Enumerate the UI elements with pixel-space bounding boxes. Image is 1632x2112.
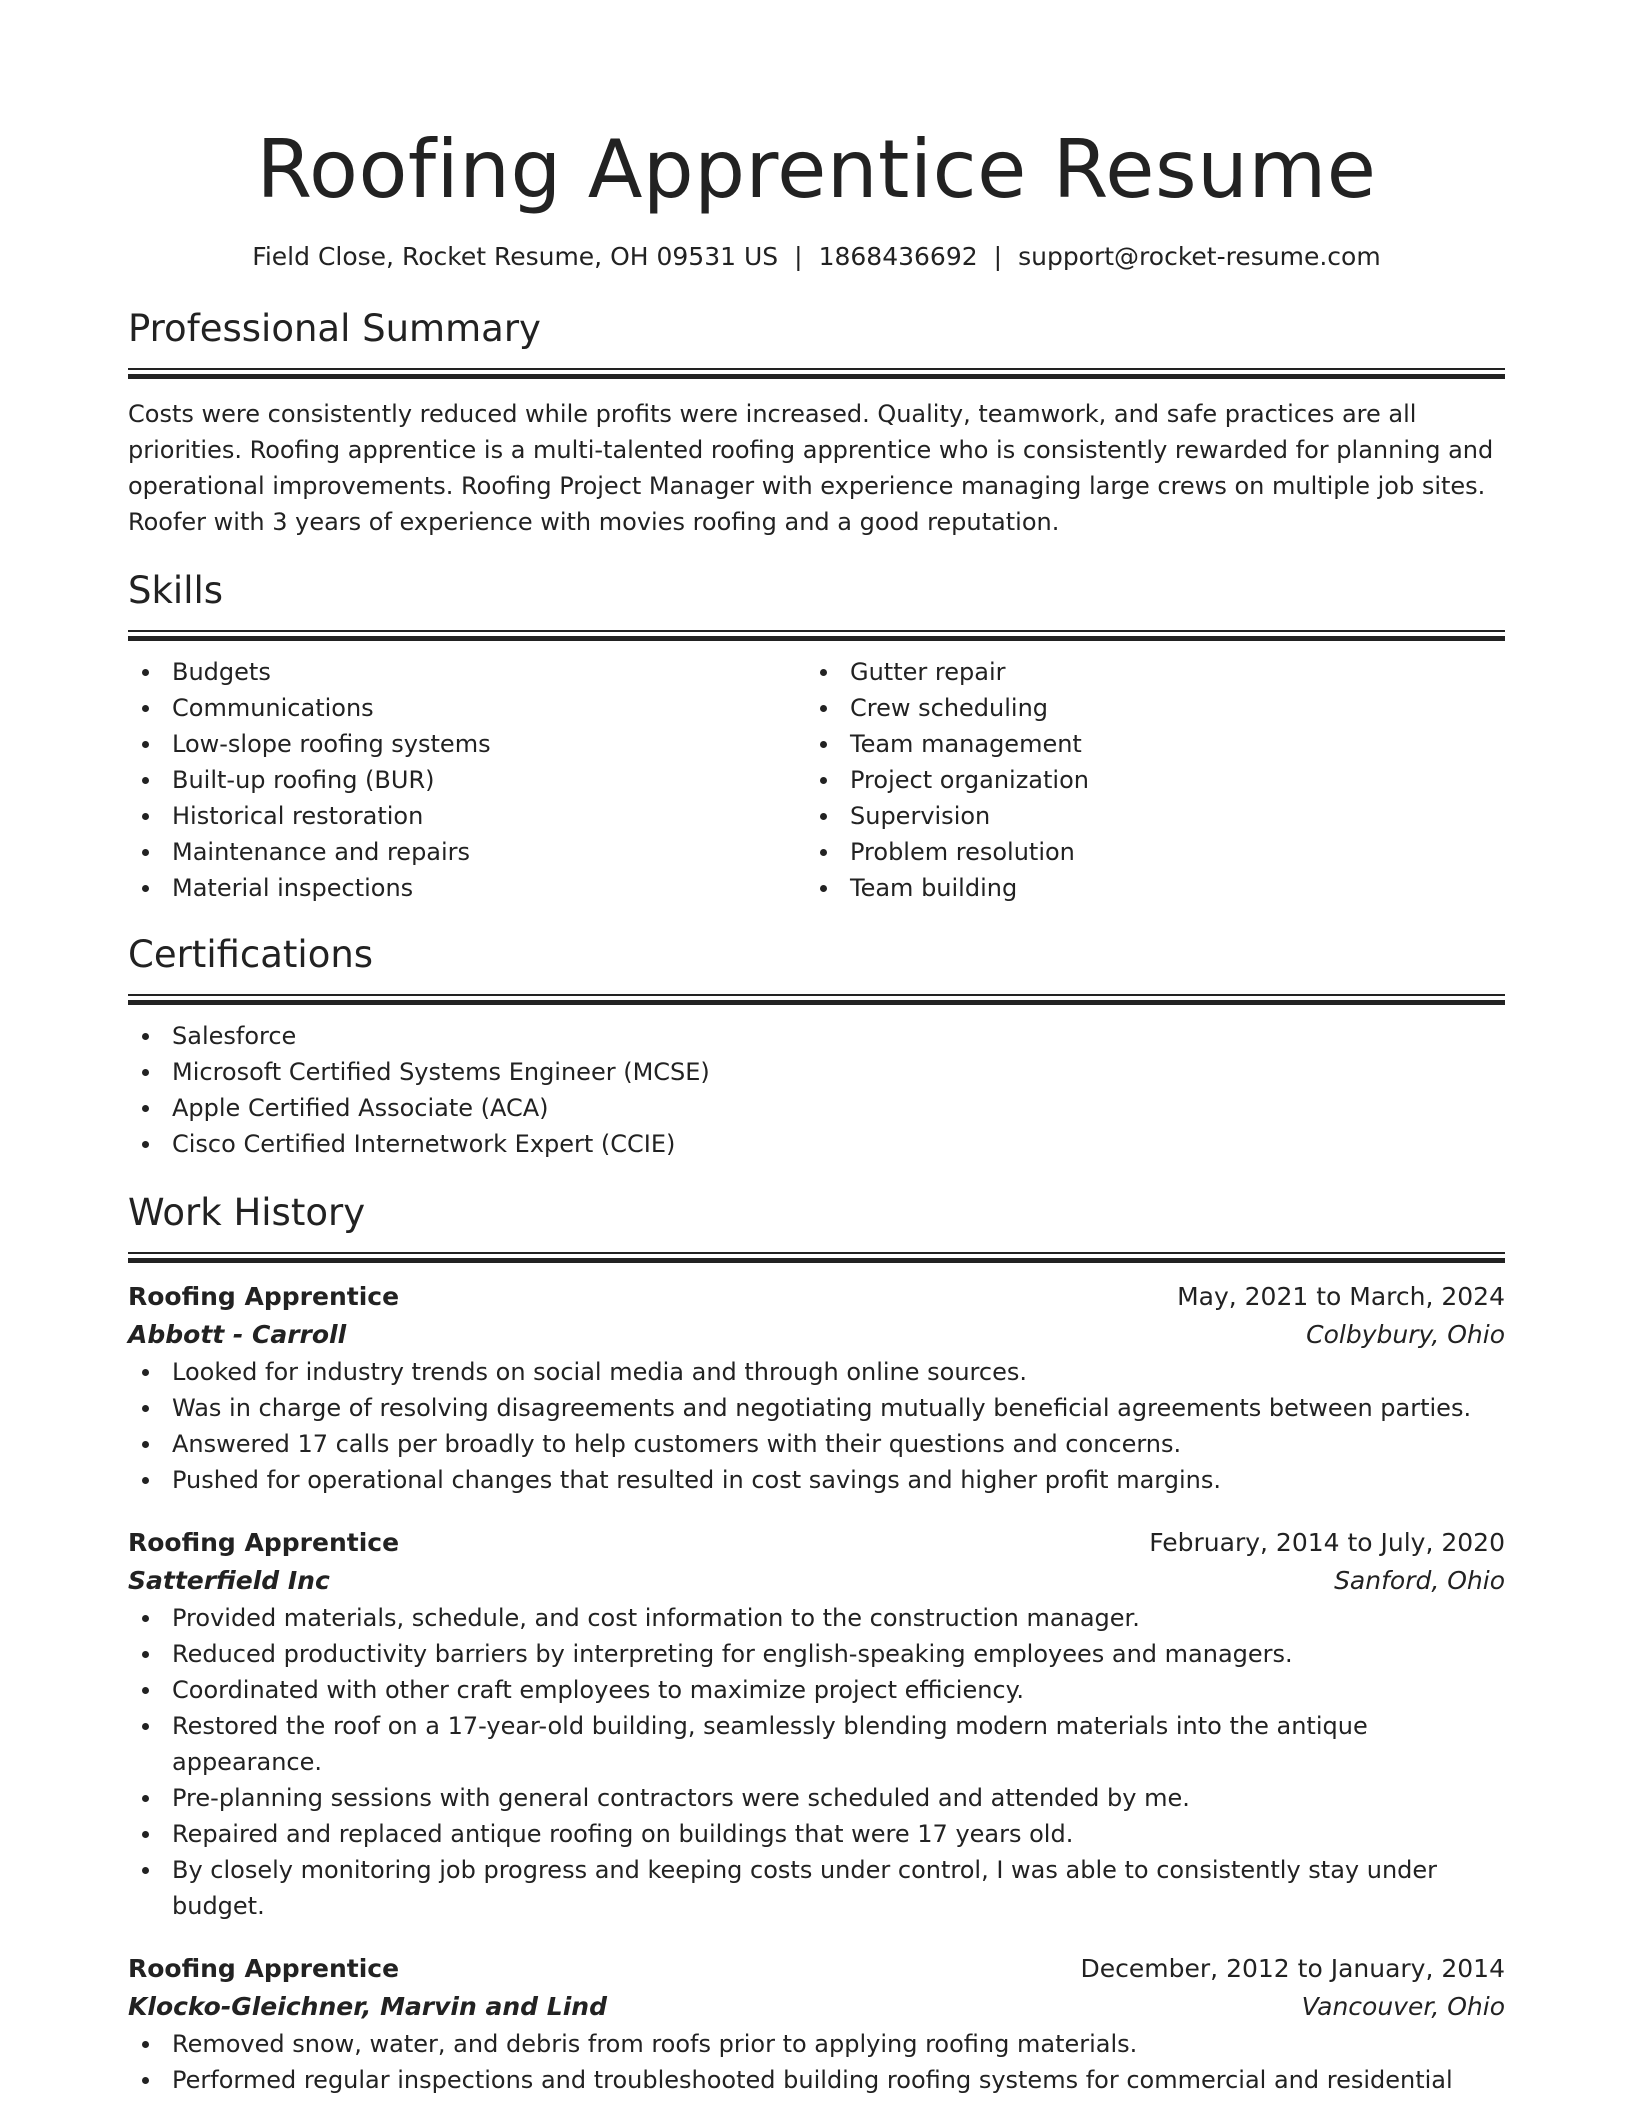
job-bullet: Coordinated with other craft employees to maximize project efficiency.: [128, 1672, 1505, 1708]
skills-section: [128, 566, 1505, 906]
skill-item: Built-up roofing (BUR): [128, 762, 806, 798]
contact-separator: |: [794, 242, 803, 271]
skill-item: Budgets: [128, 654, 806, 690]
section-divider: [128, 630, 1505, 640]
job-company: Klocko-Gleichner, Marvin and Lind: [128, 1992, 607, 2021]
job-dates: May, 2021 to March, 2024: [1177, 1282, 1505, 1311]
work-history-heading: Work History: [128, 1191, 366, 1234]
job-header: [128, 1524, 1505, 1562]
skill-item: Team building: [806, 870, 1484, 906]
section-divider: [128, 368, 1505, 378]
contact-phone: 1868436692: [818, 242, 978, 271]
certification-item: Microsoft Certified Systems Engineer (MCSE): [128, 1054, 1505, 1090]
contact-email: support@rocket-resume.com: [1018, 242, 1381, 271]
job-subheader: [128, 1988, 1505, 2026]
contact-address: Field Close, Rocket Resume, OH 09531 US: [252, 242, 779, 271]
job-bullet: Provided materials, schedule, and cost information to the construction manager.: [128, 1600, 1505, 1636]
job-title: Roofing Apprentice: [128, 1282, 400, 1311]
contact-line: [128, 240, 1505, 274]
skill-item: Material inspections: [128, 870, 806, 906]
job-bullets: [128, 2026, 1505, 2098]
job-bullet: Removed snow, water, and debris from roofs prior to applying roofing materials.: [128, 2026, 1505, 2062]
job-title: Roofing Apprentice: [128, 1528, 400, 1557]
summary-text: Costs were consistently reduced while profits were increased. Quality, teamwork, and safe practices are all priorities. Roofing apprentice is a multi-talented roofing apprentice who is consistently rewarded for planning and operational improvements. Roofing Project Manager with experience managing large crews on multiple job sites. Roofer with 3 years of experience with movies roofing and a good reputation.: [128, 400, 1494, 536]
skill-item: Historical restoration: [128, 798, 806, 834]
job-bullet: Was in charge of resolving disagreements and negotiating mutually beneficial agreements between parties.: [128, 1390, 1505, 1426]
certification-item: Cisco Certified Internetwork Expert (CCIE): [128, 1126, 1505, 1162]
job-location: Sanford, Ohio: [1334, 1566, 1505, 1595]
job-subheader: [128, 1562, 1505, 1600]
job-bullet: Performed regular inspections and troubleshooted building roofing systems for commercial and residential: [128, 2062, 1505, 2098]
job-company: Abbott - Carroll: [128, 1320, 347, 1349]
section-divider: [128, 994, 1505, 1004]
summary-heading: Professional Summary: [128, 307, 541, 350]
skill-item: Project organization: [806, 762, 1484, 798]
work-history-section: [128, 1188, 1505, 2098]
skills-heading: Skills: [128, 569, 224, 612]
skills-list-right: [806, 654, 1484, 906]
certification-item: Salesforce: [128, 1018, 1505, 1054]
job-bullet: By closely monitoring job progress and keeping costs under control, I was able to consistently stay under budget.: [128, 1852, 1505, 1924]
job-dates: December, 2012 to January, 2014: [1080, 1954, 1505, 1983]
job-bullet: Pushed for operational changes that resulted in cost savings and higher profit margins.: [128, 1462, 1505, 1498]
certification-item: Apple Certified Associate (ACA): [128, 1090, 1505, 1126]
job-dates: February, 2014 to July, 2020: [1149, 1528, 1505, 1557]
job-bullet: Answered 17 calls per broadly to help customers with their questions and concerns.: [128, 1426, 1505, 1462]
skill-item: Maintenance and repairs: [128, 834, 806, 870]
contact-separator: |: [993, 242, 1003, 271]
job-bullets: [128, 1354, 1505, 1498]
skill-item: Crew scheduling: [806, 690, 1484, 726]
certifications-list: [128, 1018, 1505, 1162]
resume-page: [128, 0, 1505, 2098]
job-subheader: [128, 1316, 1505, 1354]
job-company: Satterfield Inc: [128, 1566, 330, 1595]
job-bullet: Looked for industry trends on social media and through online sources.: [128, 1354, 1505, 1390]
job-header: [128, 1278, 1505, 1316]
job-title: Roofing Apprentice: [128, 1954, 400, 1983]
job-bullet: Reduced productivity barriers by interpreting for english-speaking employees and managers.: [128, 1636, 1505, 1672]
resume-title: Roofing Apprentice Resume: [256, 123, 1377, 216]
skill-item: Problem resolution: [806, 834, 1484, 870]
skills-list-left: [128, 654, 806, 906]
section-divider: [128, 1252, 1505, 1262]
skill-item: Gutter repair: [806, 654, 1484, 690]
job-bullet: Restored the roof on a 17-year-old building, seamlessly blending modern materials into the antique appearance.: [128, 1708, 1505, 1780]
skill-item: Supervision: [806, 798, 1484, 834]
skill-item: Team management: [806, 726, 1484, 762]
job-entry: [128, 1950, 1505, 2098]
job-location: Vancouver, Ohio: [1301, 1992, 1505, 2021]
certifications-section: [128, 930, 1505, 1162]
skill-item: Communications: [128, 690, 806, 726]
job-header: [128, 1950, 1505, 1988]
job-entry: [128, 1278, 1505, 1498]
job-entry: [128, 1524, 1505, 1924]
job-bullets: [128, 1600, 1505, 1924]
job-bullet: Pre-planning sessions with general contractors were scheduled and attended by me.: [128, 1780, 1505, 1816]
skill-item: Low-slope roofing systems: [128, 726, 806, 762]
skills-grid: [128, 654, 1505, 906]
certifications-heading: Certifications: [128, 933, 374, 976]
job-bullet: Repaired and replaced antique roofing on buildings that were 17 years old.: [128, 1816, 1505, 1852]
job-location: Colbybury, Ohio: [1306, 1320, 1505, 1349]
summary-section: [128, 304, 1505, 540]
